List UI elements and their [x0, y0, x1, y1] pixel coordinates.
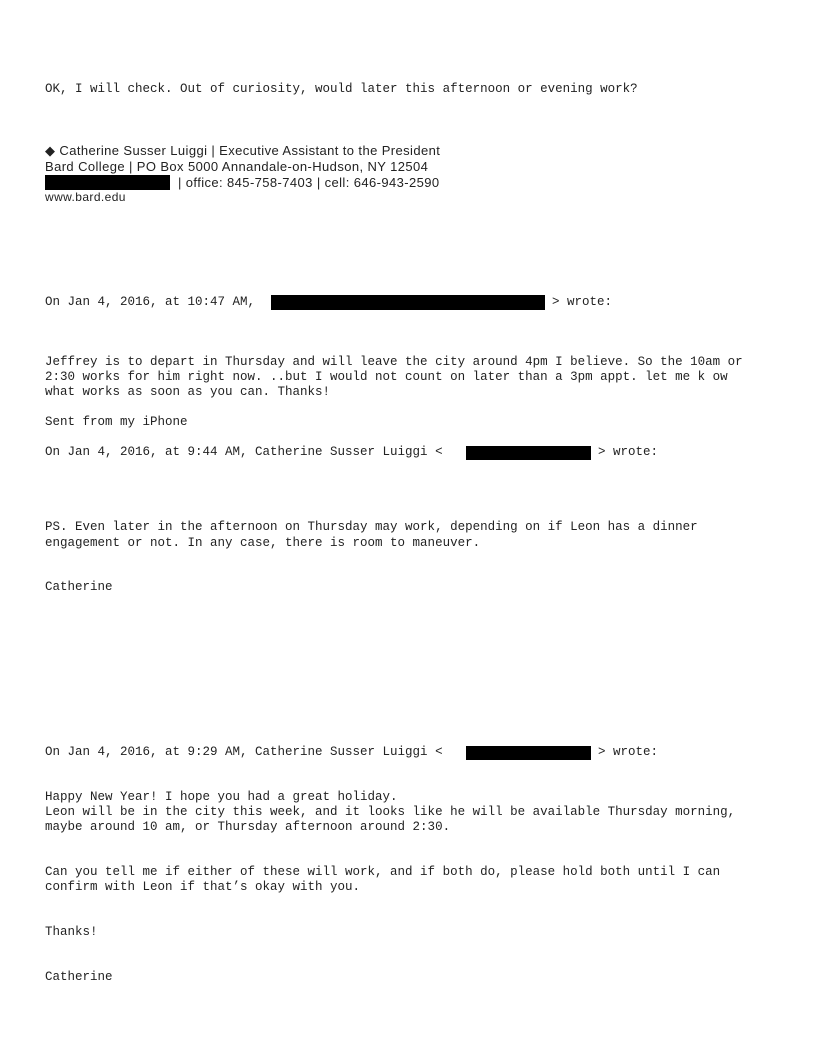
- quote-body-line: what works as soon as you can. Thanks!: [45, 385, 331, 399]
- quote-header: On Jan 4, 2016, at 10:47 AM,: [45, 295, 256, 309]
- quote-body-line: Leon will be in the city this week, and it looks like he will be available Thursday morning,: [45, 805, 736, 819]
- thanks-line: Thanks!: [45, 925, 98, 939]
- sign-off: Catherine: [45, 970, 113, 984]
- redacted-email: [45, 175, 170, 190]
- signature-name-title: [45, 143, 440, 158]
- redacted-sender: [271, 295, 545, 310]
- reply-text: OK, I will check. Out of curiosity, would later this afternoon or evening work?: [45, 82, 638, 96]
- quote-body-line: 2:30 works for him right now. ..but I would not count on later than a 3pm appt. let me k ow: [45, 370, 728, 384]
- quote-header-suffix: > wrote:: [598, 445, 659, 459]
- quote-body-line: engagement or not. In any case, there is room to maneuver.: [45, 536, 481, 550]
- quote-body-line: Can you tell me if either of these will work, and if both do, please hold both until I can: [45, 865, 721, 879]
- signature-phones: | office: 845-758-7403 | cell: 646-943-2590: [178, 175, 440, 190]
- quote-header-suffix: > wrote:: [598, 745, 659, 759]
- quote-body-line: Jeffrey is to depart in Thursday and will leave the city around 4pm I believe. So the 10am or: [45, 355, 743, 369]
- quote-header: On Jan 4, 2016, at 9:44 AM, Catherine Susser Luiggi <: [45, 445, 443, 459]
- quote-body-line: confirm with Leon if that’s okay with you.: [45, 880, 361, 894]
- redacted-email: [466, 746, 591, 760]
- quote-body-line: Happy New Year! I hope you had a great holiday.: [45, 790, 398, 804]
- sign-off: Catherine: [45, 580, 113, 594]
- quote-header-suffix: > wrote:: [552, 295, 613, 309]
- signature-website[interactable]: www.bard.edu: [45, 190, 126, 204]
- diamond-icon: ◆: [45, 143, 56, 158]
- sent-from-line: Sent from my iPhone: [45, 415, 188, 429]
- quote-body-line: PS. Even later in the afternoon on Thursday may work, depending on if Leon has a dinner: [45, 520, 698, 534]
- quote-header: On Jan 4, 2016, at 9:29 AM, Catherine Susser Luiggi <: [45, 745, 443, 759]
- signature-address: Bard College | PO Box 5000 Annandale-on-Hudson, NY 12504: [45, 159, 429, 174]
- signature-name-title-text: Catherine Susser Luiggi | Executive Assistant to the President: [59, 143, 441, 158]
- redacted-email: [466, 446, 591, 460]
- quote-body-line: maybe around 10 am, or Thursday afternoon around 2:30.: [45, 820, 451, 834]
